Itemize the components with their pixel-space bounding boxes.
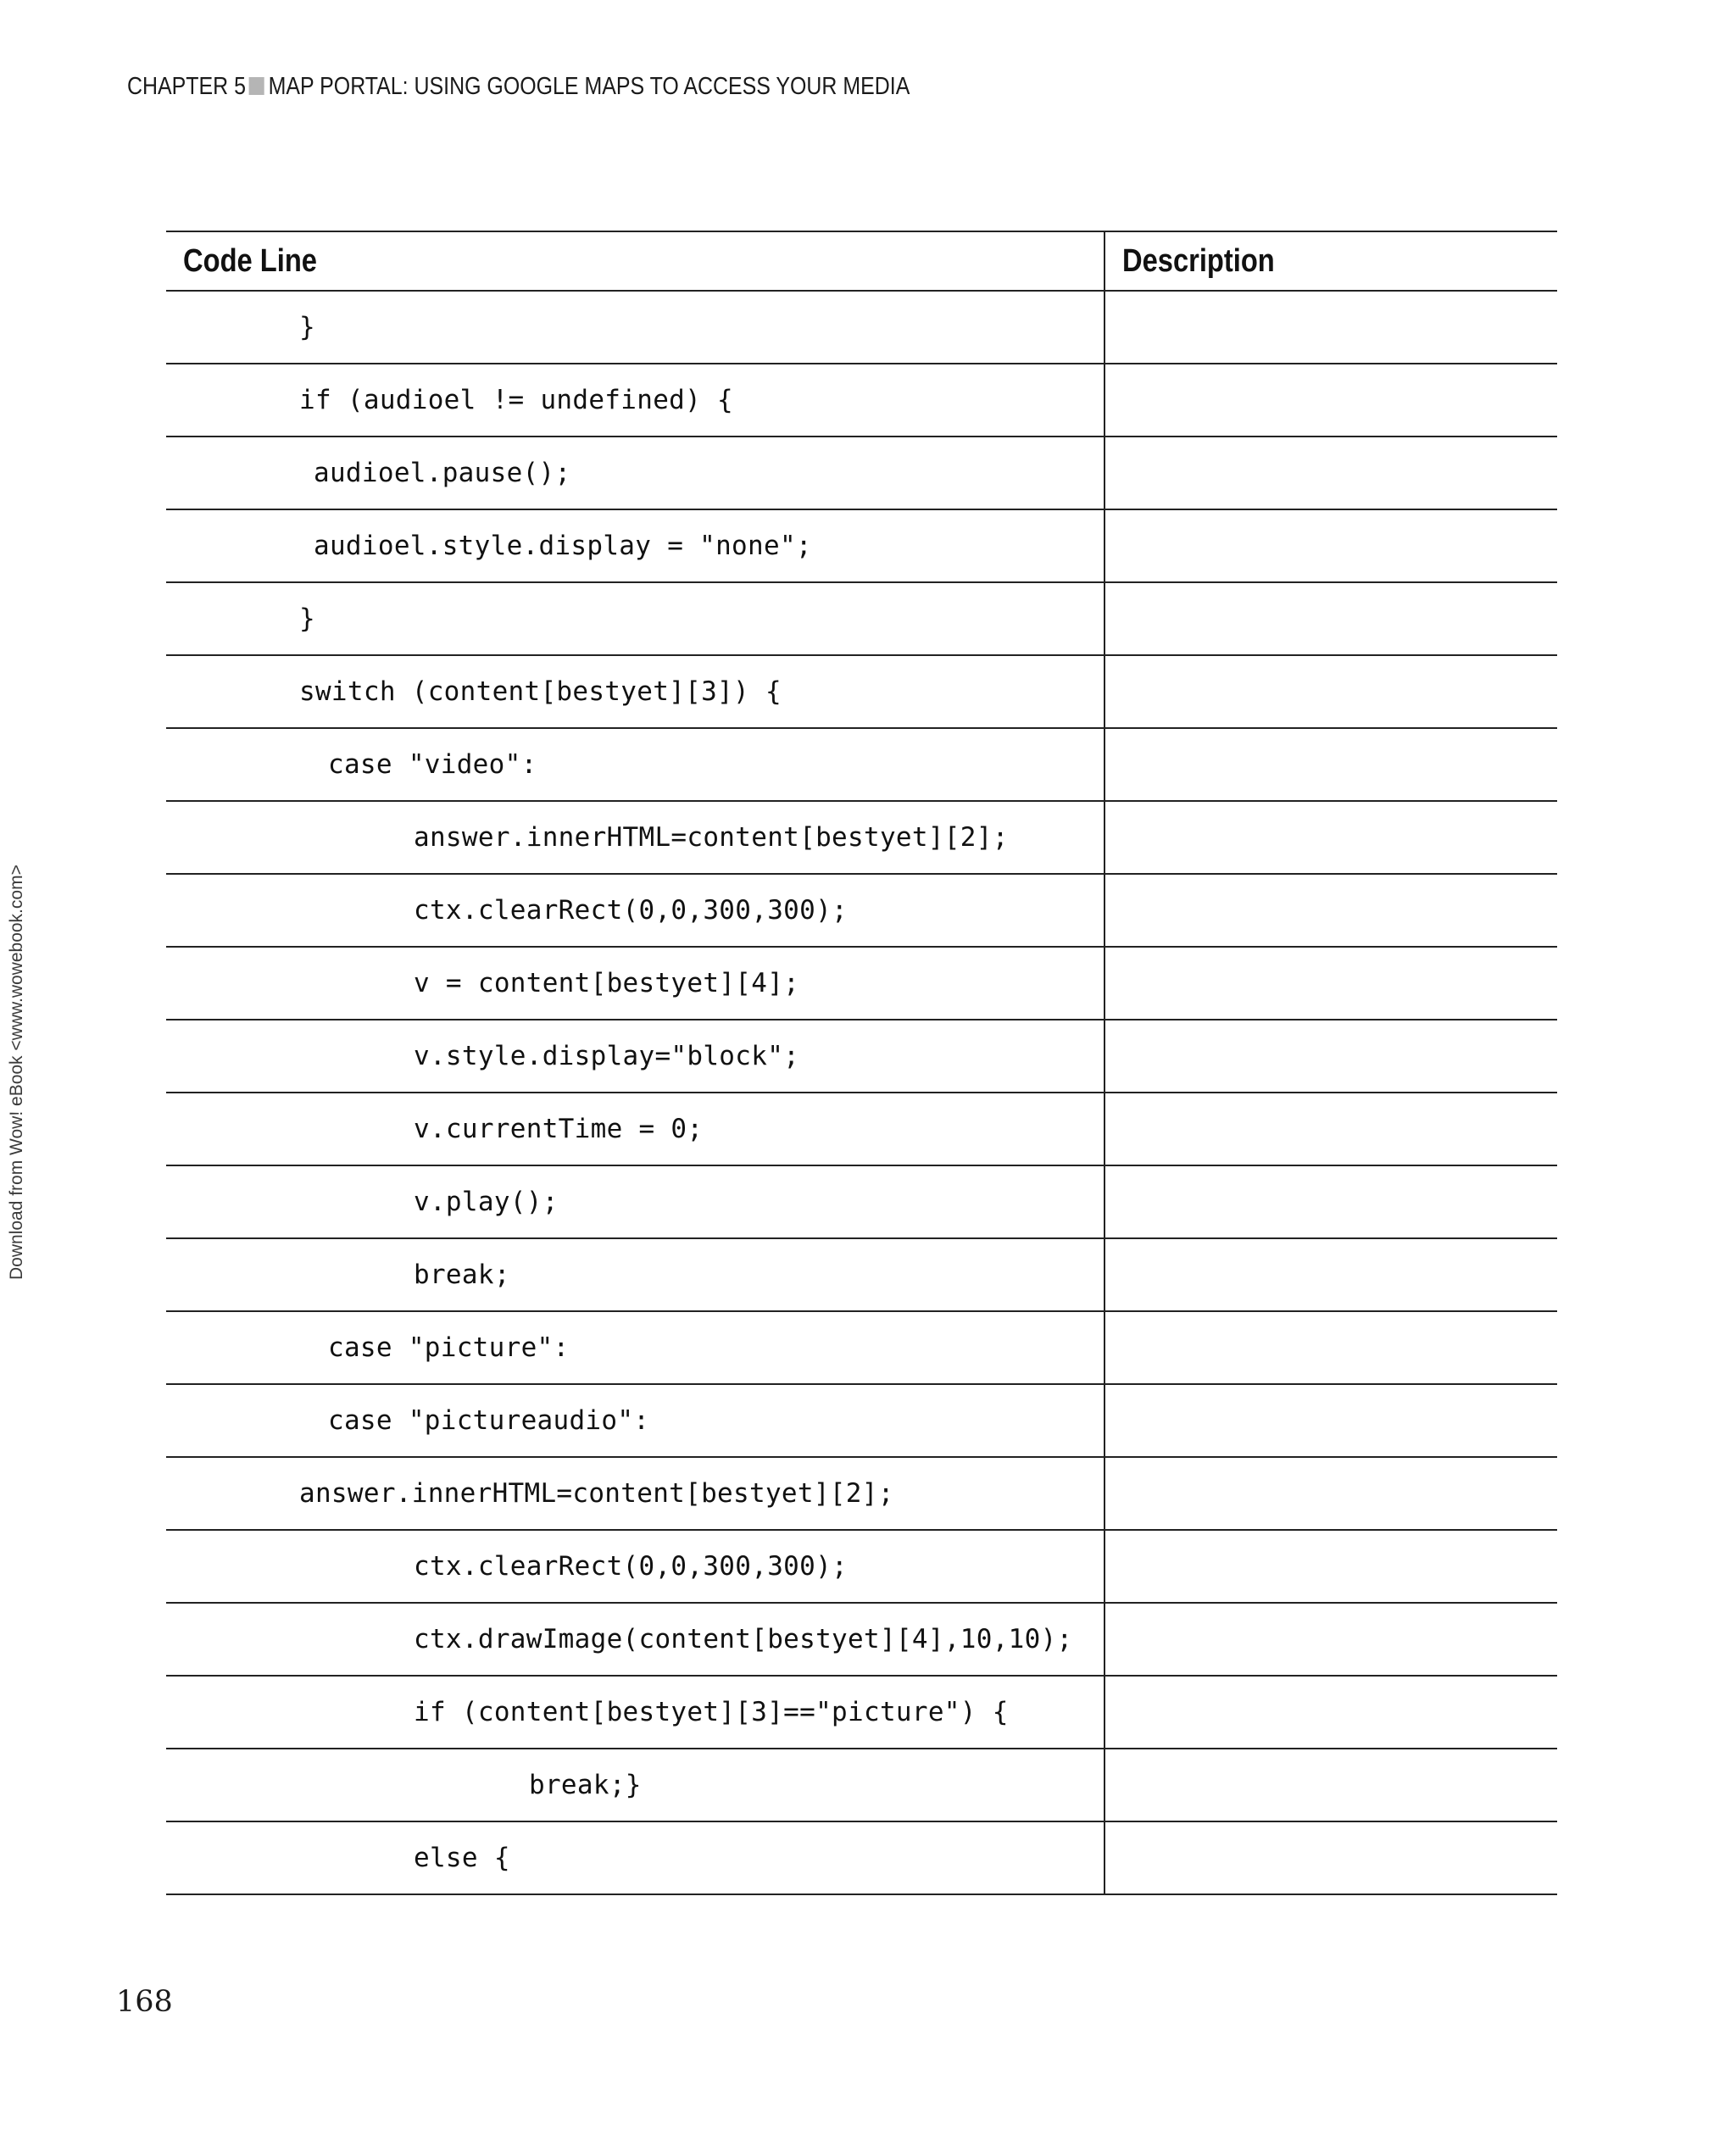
table-row bbox=[166, 655, 1557, 728]
table-row bbox=[166, 437, 1557, 509]
description-cell bbox=[1104, 728, 1557, 801]
description-cell bbox=[1104, 655, 1557, 728]
description-cell bbox=[1104, 1749, 1557, 1821]
table-row bbox=[166, 947, 1557, 1020]
code-line-cell: break;} bbox=[166, 1749, 1104, 1821]
description-cell bbox=[1104, 364, 1557, 437]
description-cell bbox=[1104, 801, 1557, 874]
code-line-cell: } bbox=[166, 582, 1104, 655]
chapter-label: CHAPTER 5 bbox=[127, 73, 246, 100]
table-row bbox=[166, 1676, 1557, 1749]
table-row bbox=[166, 1530, 1557, 1603]
code-line-cell: ctx.clearRect(0,0,300,300); bbox=[166, 874, 1104, 947]
description-cell bbox=[1104, 1821, 1557, 1894]
table-row bbox=[166, 291, 1557, 364]
code-line-cell: } bbox=[166, 291, 1104, 364]
description-cell bbox=[1104, 582, 1557, 655]
table-row bbox=[166, 364, 1557, 437]
table-row bbox=[166, 1311, 1557, 1384]
page-number: 168 bbox=[116, 1985, 173, 2019]
description-cell bbox=[1104, 291, 1557, 364]
description-cell bbox=[1104, 437, 1557, 509]
column-header-description: Description bbox=[1104, 231, 1557, 291]
table-row bbox=[166, 1384, 1557, 1457]
table-row bbox=[166, 1821, 1557, 1894]
code-line-cell: if (content[bestyet][3]=="picture") { bbox=[166, 1676, 1104, 1749]
code-line-cell: v.currentTime = 0; bbox=[166, 1093, 1104, 1165]
description-cell bbox=[1104, 509, 1557, 582]
code-line-cell: v.play(); bbox=[166, 1165, 1104, 1238]
table-row bbox=[166, 1749, 1557, 1821]
description-cell bbox=[1104, 947, 1557, 1020]
table-row bbox=[166, 1238, 1557, 1311]
code-line-cell: v = content[bestyet][4]; bbox=[166, 947, 1104, 1020]
table-row bbox=[166, 1165, 1557, 1238]
table-row bbox=[166, 1603, 1557, 1676]
code-description-table bbox=[166, 231, 1557, 1895]
code-line-cell: break; bbox=[166, 1238, 1104, 1311]
description-cell bbox=[1104, 1311, 1557, 1384]
code-line-cell: else { bbox=[166, 1821, 1104, 1894]
description-cell bbox=[1104, 1530, 1557, 1603]
table-row bbox=[166, 801, 1557, 874]
description-cell bbox=[1104, 1093, 1557, 1165]
table-row bbox=[166, 509, 1557, 582]
table-row bbox=[166, 874, 1557, 947]
code-line-cell: answer.innerHTML=content[bestyet][2]; bbox=[166, 1457, 1104, 1530]
code-line-cell: answer.innerHTML=content[bestyet][2]; bbox=[166, 801, 1104, 874]
code-line-cell: switch (content[bestyet][3]) { bbox=[166, 655, 1104, 728]
code-line-cell: case "pictureaudio": bbox=[166, 1384, 1104, 1457]
code-line-cell: if (audioel != undefined) { bbox=[166, 364, 1104, 437]
table-header-row bbox=[166, 231, 1557, 291]
code-line-cell: case "video": bbox=[166, 728, 1104, 801]
table-row bbox=[166, 1457, 1557, 1530]
separator-square-icon bbox=[248, 77, 264, 95]
description-cell bbox=[1104, 1165, 1557, 1238]
running-head bbox=[127, 73, 910, 101]
code-line-cell: ctx.drawImage(content[bestyet][4],10,10); bbox=[166, 1603, 1104, 1676]
code-line-cell: audioel.pause(); bbox=[166, 437, 1104, 509]
code-line-cell: case "picture": bbox=[166, 1311, 1104, 1384]
description-cell bbox=[1104, 874, 1557, 947]
description-cell bbox=[1104, 1457, 1557, 1530]
download-watermark: Download from Wow! eBook <www.wowebook.com> bbox=[7, 865, 26, 1280]
code-line-cell: ctx.clearRect(0,0,300,300); bbox=[166, 1530, 1104, 1603]
table-row bbox=[166, 1093, 1557, 1165]
description-cell bbox=[1104, 1676, 1557, 1749]
column-header-code-line: Code Line bbox=[166, 231, 1104, 291]
code-line-cell: audioel.style.display = "none"; bbox=[166, 509, 1104, 582]
table-row bbox=[166, 582, 1557, 655]
table-row bbox=[166, 728, 1557, 801]
description-cell bbox=[1104, 1238, 1557, 1311]
chapter-title: MAP PORTAL: USING GOOGLE MAPS TO ACCESS YOUR MEDIA bbox=[268, 73, 910, 100]
table-row bbox=[166, 1020, 1557, 1093]
code-line-cell: v.style.display="block"; bbox=[166, 1020, 1104, 1093]
description-cell bbox=[1104, 1603, 1557, 1676]
description-cell bbox=[1104, 1384, 1557, 1457]
description-cell bbox=[1104, 1020, 1557, 1093]
